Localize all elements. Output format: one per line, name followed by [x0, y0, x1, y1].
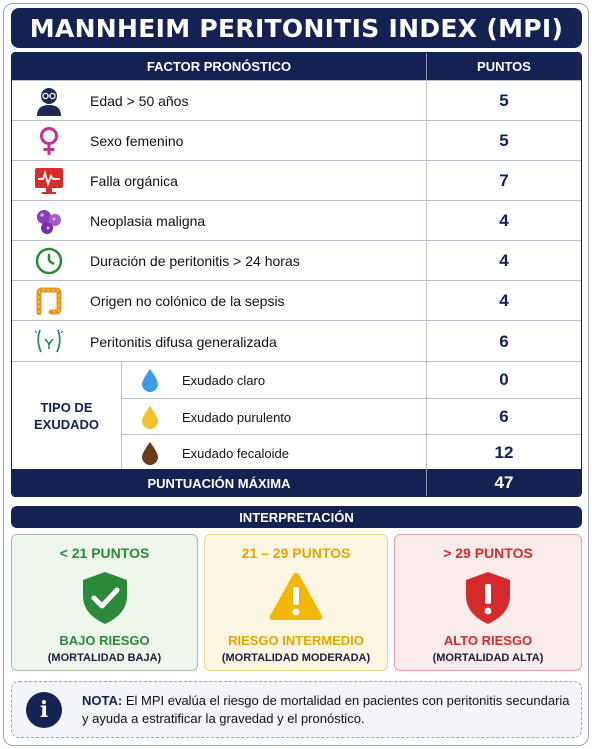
exudate-label: Exudado claro — [182, 372, 266, 388]
risk-level: ALTO RIESGO — [443, 633, 533, 648]
exudate-label-line-1: TIPO DE — [40, 400, 93, 415]
female-symbol-icon — [34, 126, 64, 156]
exudate-label: Exudado fecaloide — [182, 445, 289, 461]
cancer-cells-icon — [34, 207, 64, 235]
risk-card-intermediate — [204, 534, 388, 671]
risk-range: > 29 PUNTOS — [443, 545, 533, 561]
page-title: MANNHEIM PERITONITIS INDEX (MPI) — [11, 8, 582, 48]
header-points: PUNTOS — [426, 53, 581, 80]
row-label: Edad > 50 años — [90, 93, 189, 109]
risk-level: BAJO RIESGO — [59, 633, 150, 648]
risk-range: 21 – 29 PUNTOS — [241, 545, 351, 561]
purulent-drop-icon — [138, 405, 162, 429]
row-points: 5 — [426, 121, 581, 161]
row-label: Peritonitis difusa generalizada — [90, 333, 277, 350]
exudate-label: Exudado purulento — [182, 409, 292, 425]
row-points: 6 — [426, 321, 581, 362]
risk-mortality: (MORTALIDAD ALTA) — [432, 652, 544, 664]
row-points: 4 — [426, 281, 581, 321]
row-points: 7 — [426, 161, 581, 201]
table-row — [12, 320, 581, 361]
header-factor: FACTOR PRONÓSTICO — [146, 59, 292, 74]
row-label: Neoplasia maligna — [90, 213, 206, 229]
risk-level: RIESGO INTERMEDIO — [228, 633, 364, 648]
exudate-row — [122, 398, 581, 434]
shield-check-icon — [12, 570, 197, 626]
exudate-row — [122, 362, 581, 398]
risk-mortality: (MORTALIDAD BAJA) — [47, 652, 162, 664]
table-row — [12, 120, 581, 160]
intestine-icon — [34, 287, 64, 315]
row-label: Falla orgánica — [90, 173, 178, 189]
interpretation-title: INTERPRETACIÓN — [11, 506, 582, 528]
risk-card-high — [394, 534, 582, 671]
table-row — [12, 80, 581, 120]
risk-card-low — [11, 534, 198, 671]
note-bold: NOTA: — [82, 693, 123, 708]
note-box — [11, 681, 582, 738]
total-row — [12, 469, 581, 497]
exudate-points: 6 — [426, 399, 581, 435]
clear-drop-icon — [138, 368, 162, 392]
info-icon: i — [26, 692, 62, 728]
total-label: PUNTUACIÓN MÁXIMA — [147, 475, 291, 491]
note-text — [82, 692, 572, 728]
row-label: Duración de peritonitis > 24 horas — [90, 253, 300, 269]
exudate-points: 0 — [426, 362, 581, 398]
exudate-label-line-2: EXUDADO — [33, 417, 99, 432]
note-body: El MPI evalúa el riesgo de mortalidad en pacientes con peritonitis secundaria y ayuda a estratificar la gravedad y el pronóstico. — [82, 693, 570, 726]
exudate-row — [122, 434, 581, 470]
row-label: Origen no colónico de la sepsis — [90, 293, 285, 309]
table-row — [12, 200, 581, 240]
heart-monitor-icon — [34, 167, 64, 195]
table-header — [12, 53, 581, 80]
row-points: 4 — [426, 201, 581, 241]
table-row — [12, 240, 581, 280]
exudate-points: 12 — [426, 435, 581, 471]
total-value: 47 — [426, 469, 581, 497]
elderly-person-icon — [34, 86, 64, 116]
exudate-group-label — [12, 362, 122, 470]
row-points: 4 — [426, 241, 581, 281]
risk-mortality: (MORTALIDAD MODERADA) — [221, 652, 371, 664]
row-label: Sexo femenino — [90, 133, 184, 149]
mpi-table — [11, 52, 582, 497]
fecal-drop-icon — [138, 441, 162, 465]
table-row — [12, 160, 581, 200]
warning-triangle-icon — [205, 570, 387, 624]
clock-icon — [34, 247, 64, 275]
table-row — [12, 280, 581, 320]
risk-range: < 21 PUNTOS — [59, 545, 150, 561]
exudate-group — [12, 361, 581, 469]
abdomen-icon — [34, 327, 64, 355]
shield-alert-icon — [395, 570, 581, 626]
row-points: 5 — [426, 81, 581, 121]
